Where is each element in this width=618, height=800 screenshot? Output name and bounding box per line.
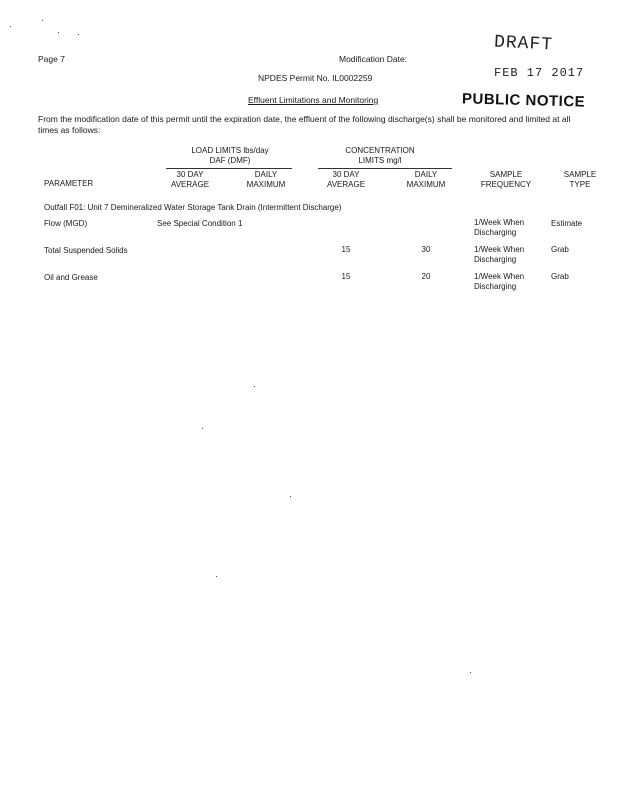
table-row-frequency-line2: Discharging [474,282,517,291]
table-row-parameter: Flow (MGD) [44,219,88,228]
scan-speck [254,386,255,387]
col-load-max-line1: DAILY [254,170,278,179]
concentration-limits-header: CONCENTRATION [345,146,415,155]
section-title: Effluent Limitations and Monitoring [248,95,379,105]
table-row-sample-type: Grab [551,272,569,281]
table-row-frequency-line2: Discharging [474,228,517,237]
public-notice-stamp: PUBLIC NOTICE [461,90,586,111]
table-row-conc-max: 20 [421,272,431,281]
col-type-line2: TYPE [569,180,591,189]
scan-speck [10,26,11,27]
table-row-sample-type: Grab [551,245,569,254]
intro-paragraph: From the modification date of this permit until the expiration date, the effluent of the following discharge(s) shall be monitored and limited at all times as follows: [38,114,571,135]
load-limits-header: LOAD LIMITS lbs/day [191,146,269,155]
load-limits-rule [166,168,292,169]
scan-speck [202,428,203,429]
table-row-sample-type: Estimate [551,219,583,228]
col-load-avg-line1: 30 DAY [176,170,204,179]
table-row-load-note: See Special Condition 1 [157,219,243,228]
col-frequency-line2: FREQUENCY [480,180,532,189]
table-row-conc-avg: 15 [341,272,351,281]
table-row-frequency-line2: Discharging [474,255,517,264]
scan-speck [42,20,43,21]
modification-date-label: Modification Date: [339,54,408,64]
col-conc-max-line2: MAXIMUM [406,180,446,189]
draft-stamp: DRAFT [493,32,554,56]
load-limits-unit: DAF (DMF) [209,156,251,165]
permit-number: NPDES Permit No. IL0002259 [258,73,373,83]
concentration-limits-unit: LIMITS mg/l [358,156,402,165]
table-row-frequency-line1: 1/Week When [474,272,525,281]
scan-speck [58,32,59,33]
table-row-conc-avg: 15 [341,245,351,254]
date-stamp: FEB 17 2017 [494,66,585,80]
table-row-conc-max: 30 [421,245,431,254]
concentration-limits-rule [318,168,452,169]
scan-speck [78,34,79,35]
col-load-avg-line2: AVERAGE [170,180,210,189]
col-load-max-line2: MAXIMUM [246,180,286,189]
table-row-frequency-line1: 1/Week When [474,245,525,254]
table-row-frequency-line1: 1/Week When [474,218,525,227]
col-frequency-line1: SAMPLE [489,170,523,179]
scan-speck [216,576,217,577]
page-number: Page 7 [38,54,65,64]
scan-speck [470,672,471,673]
col-conc-avg-line1: 30 DAY [332,170,360,179]
col-type-line1: SAMPLE [563,170,597,179]
col-conc-max-line1: DAILY [414,170,438,179]
scan-speck [290,496,291,497]
col-conc-avg-line2: AVERAGE [326,180,366,189]
table-row-parameter: Oil and Grease [44,273,98,282]
table-row-parameter: Total Suspended Solids [44,246,128,255]
col-parameter: PARAMETER [44,179,94,188]
outfall-description: Outfall F01: Unit 7 Demineralized Water Storage Tank Drain (Intermittent Discharge) [44,203,342,212]
